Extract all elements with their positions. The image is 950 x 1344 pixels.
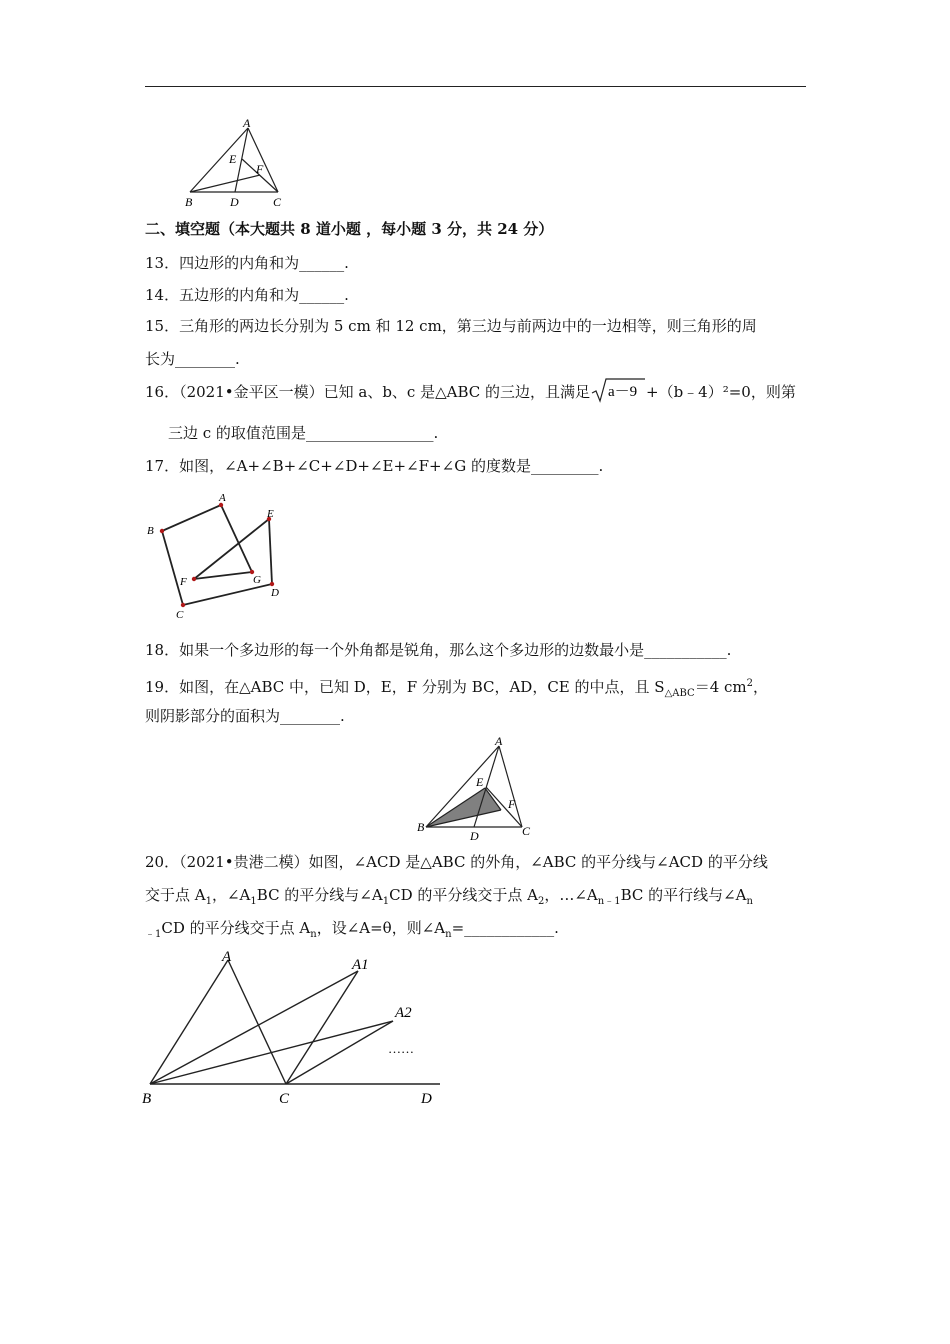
question-16-line2: 三边 c 的取值范围是_________________. bbox=[168, 424, 439, 442]
subscript: n bbox=[310, 929, 317, 940]
header-rule bbox=[145, 86, 806, 87]
q19-text-b: ＝4 cm bbox=[694, 678, 747, 696]
label-A2-text: A2 bbox=[395, 1005, 412, 1021]
label-D: D bbox=[421, 1091, 432, 1107]
label-A: A bbox=[219, 492, 226, 504]
label-A: A bbox=[222, 949, 232, 965]
label-F: F bbox=[508, 797, 516, 811]
dots: …… bbox=[388, 1041, 414, 1056]
subscript: 2 bbox=[537, 896, 545, 907]
label-A1 bbox=[351, 957, 369, 973]
q20-text: =____________. bbox=[451, 919, 559, 937]
question-16-line1 bbox=[145, 382, 796, 403]
question-15-line2: 长为________. bbox=[145, 350, 240, 368]
label-E: E bbox=[267, 508, 274, 520]
q16-text-b: +（b﹣4）²=0，则第 bbox=[646, 383, 796, 401]
figure-19 bbox=[415, 732, 540, 842]
label-C: C bbox=[522, 824, 531, 838]
question-20-line3 bbox=[145, 918, 559, 945]
q16-text-a: 16．（2021•金平区一模）已知 a、b、c 是△ABC 的三边，且满足 bbox=[145, 383, 591, 401]
label-A: A bbox=[243, 116, 251, 130]
q20-text: CD 的平分线交于点 A bbox=[161, 919, 311, 937]
subscript: 1 bbox=[250, 896, 257, 907]
label-B: B bbox=[185, 195, 193, 209]
label-B: B bbox=[417, 820, 425, 834]
question-20-line1: 20．（2021•贵港二模）如图，∠ACD 是△ABC 的外角，∠ABC 的平分线与∠ACD 的平分线 bbox=[145, 853, 768, 871]
q19-text-a: 19．如图，在△ABC 中，已知 D，E，F 分别为 BC，AD，CE 的中点，且 S bbox=[145, 678, 665, 696]
sqrt-expression bbox=[590, 377, 646, 403]
q20-text: 交于点 A bbox=[145, 886, 206, 904]
q19-text-c: ， bbox=[753, 678, 769, 696]
label-A2 bbox=[394, 1005, 412, 1021]
top-triangle-figure bbox=[180, 115, 290, 210]
subscript: 1 bbox=[205, 896, 212, 907]
label-D: D bbox=[230, 195, 239, 209]
question-13: 13．四边形的内角和为______. bbox=[145, 254, 349, 272]
subscript: n bbox=[445, 929, 452, 940]
question-15-line1: 15．三角形的两边长分别为 5 cm 和 12 cm，第三边与前两边中的一边相等，则三角形的周 bbox=[145, 317, 757, 335]
question-20-line2 bbox=[145, 885, 753, 912]
q20-text: ，设∠A=θ，则∠A bbox=[316, 919, 446, 937]
figure-17 bbox=[140, 488, 290, 623]
label-A1-text: A1 bbox=[352, 957, 369, 973]
q20-text: BC 的平分线与∠A bbox=[256, 886, 383, 904]
label-E: E bbox=[229, 152, 237, 166]
q19-superscript: 2 bbox=[746, 678, 753, 689]
q19-subscript: △ABC bbox=[664, 688, 695, 699]
question-14: 14．五边形的内角和为______. bbox=[145, 286, 349, 304]
question-19-line1 bbox=[145, 674, 768, 704]
question-17: 17．如图，∠A+∠B+∠C+∠D+∠E+∠F+∠G 的度数是_________. bbox=[145, 457, 604, 475]
label-E: E bbox=[476, 775, 484, 789]
label-C: C bbox=[273, 195, 282, 209]
subscript: ﹣1 bbox=[145, 929, 162, 940]
question-18: 18．如果一个多边形的每一个外角都是锐角，那么这个多边形的边数最小是___________. bbox=[145, 641, 732, 659]
label-C: C bbox=[279, 1091, 290, 1107]
label-B: B bbox=[142, 1091, 152, 1107]
q20-text: BC 的平行线与∠A bbox=[620, 886, 747, 904]
label-A: A bbox=[495, 734, 503, 748]
q20-text: CD 的平分线交于点 A bbox=[389, 886, 538, 904]
q20-text: ，∠A bbox=[211, 886, 251, 904]
label-G: G bbox=[253, 574, 261, 586]
label-B: B bbox=[147, 525, 154, 537]
section-title: 二、填空题（本大题共 8 道小题 ，每小题 3 分，共 24 分） bbox=[145, 220, 554, 238]
label-F: F bbox=[180, 576, 187, 588]
q20-text: ，…∠A bbox=[544, 886, 598, 904]
subscript: 1 bbox=[382, 896, 390, 907]
subscript: n﹣1 bbox=[597, 896, 621, 907]
sqrt-radicand: a－9 bbox=[608, 384, 638, 400]
label-D: D bbox=[271, 587, 279, 599]
label-F: F bbox=[256, 162, 264, 176]
label-C: C bbox=[176, 609, 184, 621]
subscript: n bbox=[746, 896, 753, 907]
question-19-line2: 则阴影部分的面积为________. bbox=[145, 707, 345, 725]
figure-20 bbox=[138, 945, 448, 1110]
label-D: D bbox=[470, 829, 479, 842]
